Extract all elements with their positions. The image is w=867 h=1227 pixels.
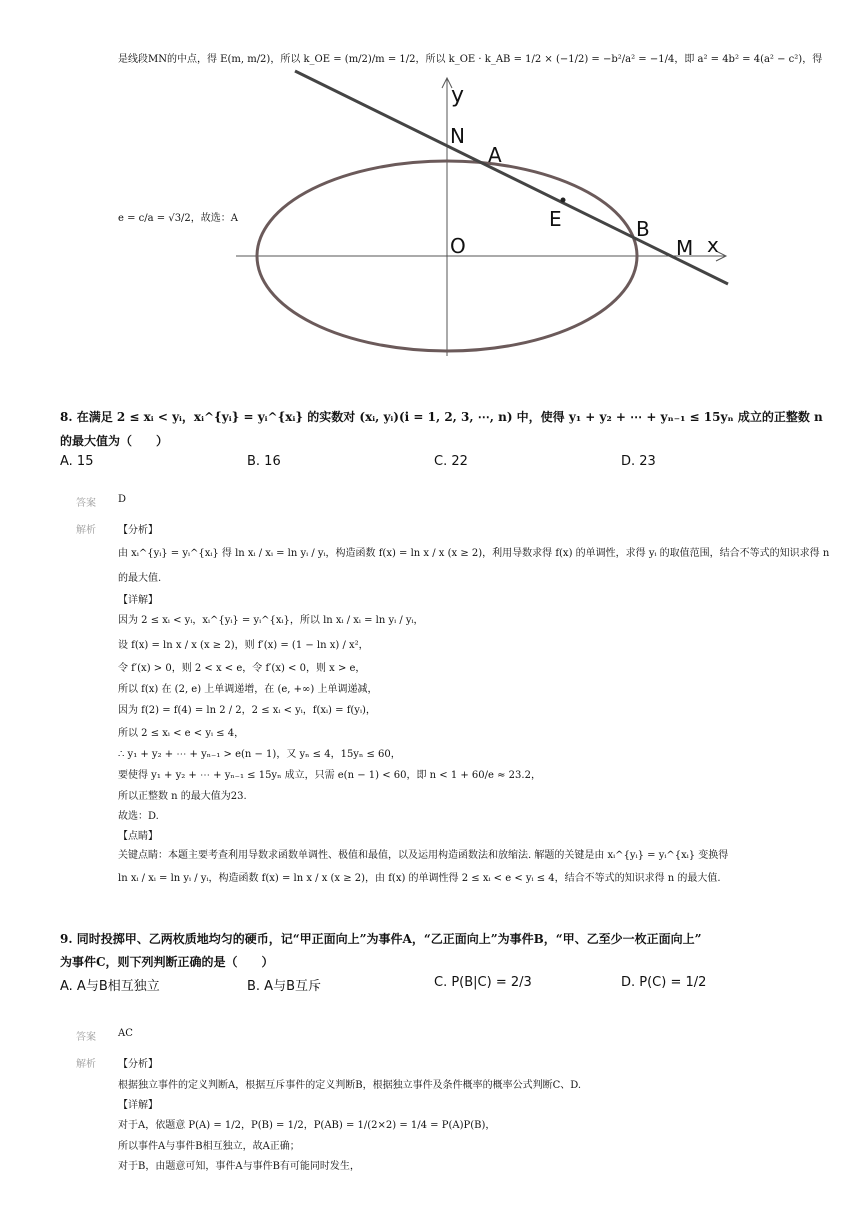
solution-line-top: 是线段MN的中点，得 E(m, m/2)，所以 k_OE = (m/2)/m = 1/2，所以 k_OE · k_AB = 1/2 × (−1/2) = −b²/a² = −1/4，即 a² = 4b² = 4(a² − c²)，得 xyxy=(118,54,823,65)
q9-option-c: C. P(B|C) = 2/3 xyxy=(434,975,532,990)
q8-line: 【分析】 xyxy=(118,525,158,536)
q8-line: 因为 2 ≤ xᵢ < yᵢ，xᵢ^{yᵢ} = yᵢ^{xᵢ}，所以 ln xᵢ / xᵢ = ln yᵢ / yᵢ， xyxy=(118,615,424,626)
label-n: N xyxy=(450,124,465,148)
label-o: O xyxy=(450,234,466,258)
q8-option-d: D. 23 xyxy=(621,454,656,469)
q9-line: 【详解】 xyxy=(118,1100,158,1111)
q8-line: 【点睛】 xyxy=(118,831,158,842)
q8-line: ln xᵢ / xᵢ = ln yᵢ / yᵢ，构造函数 f(x) = ln x / x (x ≥ 2)，由 f(x) 的单调性得 2 ≤ xᵢ < e < yᵢ ≤ 4，结合不等式的知识求得 n 的最大值. xyxy=(118,873,721,884)
q8-answer: D xyxy=(118,494,127,505)
q8-answer-label: 答案 xyxy=(76,498,96,509)
q8-analysis-label: 解析 xyxy=(76,525,96,536)
label-m: M xyxy=(676,236,694,260)
q8-line: 故选：D. xyxy=(118,811,159,822)
q8-stem-line2: 的最大值为（ ） xyxy=(60,434,169,448)
q8-line: 的最大值. xyxy=(118,573,162,584)
q8-line: 由 xᵢ^{yᵢ} = yᵢ^{xᵢ} 得 ln xᵢ / xᵢ = ln yᵢ / yᵢ，构造函数 f(x) = ln x / x (x ≥ 2)，利用导数求得 f(x) 的单调性，求得 yᵢ 的取值范围，结合不等式的知识求得 n xyxy=(118,548,830,559)
q9-analysis-label: 解析 xyxy=(76,1059,96,1070)
q8-option-b: B. 16 xyxy=(247,454,281,469)
q8-line: 令 f′(x) > 0，则 2 < x < e，令 f′(x) < 0，则 x > e， xyxy=(118,663,366,674)
q9-answer: AC xyxy=(118,1028,133,1039)
label-y: y xyxy=(451,83,465,108)
q8-line: 关键点睛：本题主要考查利用导数求函数单调性、极值和最值，以及运用构造函数法和放缩法. 解题的关键是由 xᵢ^{yᵢ} = yᵢ^{xᵢ} 变换得 xyxy=(118,850,729,861)
q8-line: 要使得 y₁ + y₂ + ⋯ + yₙ₋₁ ≤ 15yₙ 成立，只需 e(n − 1) < 60，即 n < 1 + 60/e ≈ 23.2， xyxy=(118,770,541,781)
q9-line: 所以事件A与事件B相互独立，故A正确； xyxy=(118,1141,300,1152)
q8-option-c: C. 22 xyxy=(434,454,468,469)
label-x: x xyxy=(707,233,719,257)
q9-option-d: D. P(C) = 1/2 xyxy=(621,975,707,990)
q9-line: 【分析】 xyxy=(118,1059,158,1070)
q8-line: 【详解】 xyxy=(118,595,158,606)
label-a: A xyxy=(488,143,502,167)
q8-line: 所以 2 ≤ xᵢ < e < yᵢ ≤ 4， xyxy=(118,728,245,739)
ellipse-figure xyxy=(230,66,740,366)
label-b: B xyxy=(636,217,650,241)
q8-option-a: A. 15 xyxy=(60,454,94,469)
conclusion-line: e = c/a = √3/2，故选：A xyxy=(118,213,239,224)
q8-line: 设 f(x) = ln x / x (x ≥ 2)，则 f′(x) = (1 − ln x) / x²， xyxy=(118,640,369,651)
q9-stem-line1: 9. 同时投掷甲、乙两枚质地均匀的硬币，记“甲正面向上”为事件A，“乙正面向上”为事件B，“甲、乙至少一枚正面向上” xyxy=(60,932,702,946)
q8-line: 所以 f(x) 在 (2, e) 上单调递增，在 (e, +∞) 上单调递减， xyxy=(118,684,378,695)
label-e: E xyxy=(549,207,562,231)
q8-line: 所以正整数 n 的最大值为23. xyxy=(118,791,247,802)
q9-option-b: B. A与B互斥 xyxy=(247,979,321,994)
q9-line: 根据独立事件的定义判断A，根据互斥事件的定义判断B，根据独立事件及条件概率的概率公式判断C、D. xyxy=(118,1080,582,1091)
q8-line: 因为 f(2) = f(4) = ln 2 / 2，2 ≤ xᵢ < yᵢ，f(xᵢ) = f(yᵢ)， xyxy=(118,705,376,716)
q9-line: 对于A，依题意 P(A) = 1/2，P(B) = 1/2，P(AB) = 1/(2×2) = 1/4 = P(A)P(B)， xyxy=(118,1120,496,1131)
q9-stem-line2: 为事件C，则下列判断正确的是（ ） xyxy=(60,955,274,969)
q8-line: ∴ y₁ + y₂ + ⋯ + yₙ₋₁ > e(n − 1)，又 yₙ ≤ 4，15yₙ ≤ 60， xyxy=(118,749,401,760)
q9-line: 对于B，由题意可知，事件A与事件B有可能同时发生， xyxy=(118,1161,360,1172)
point-e xyxy=(561,198,566,203)
q9-option-a: A. A与B相互独立 xyxy=(60,979,160,994)
q9-answer-label: 答案 xyxy=(76,1032,96,1043)
q8-stem-line1: 8. 在满足 2 ≤ xᵢ < yᵢ，xᵢ^{yᵢ} = yᵢ^{xᵢ} 的实数对 (xᵢ, yᵢ)(i = 1, 2, 3, ⋯, n) 中，使得 y₁ + y₂ + ⋯ + yₙ₋₁ ≤ 15yₙ 成立的正整数 n xyxy=(60,410,823,424)
secant-line xyxy=(295,71,728,284)
